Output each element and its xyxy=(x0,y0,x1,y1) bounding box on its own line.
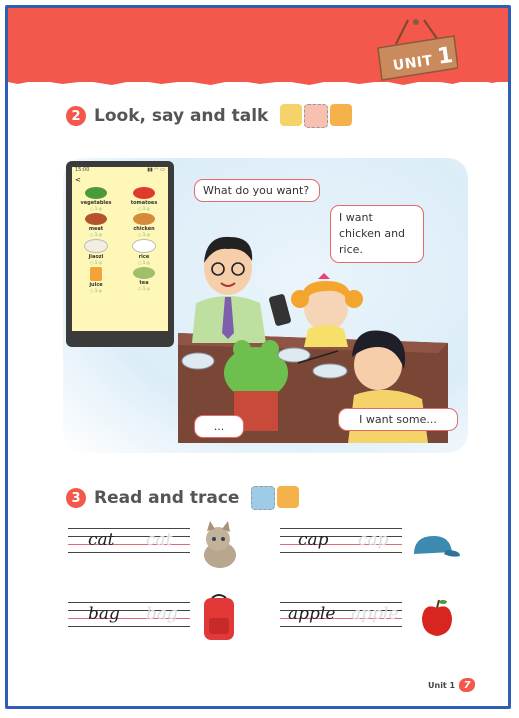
vegetables-icon xyxy=(85,187,107,199)
unit-label: UNIT 1 xyxy=(392,42,455,75)
kitten-icon xyxy=(198,521,240,569)
section3-title xyxy=(66,486,299,510)
trace-apple: apple xyxy=(351,604,399,624)
phone-screen xyxy=(72,167,168,331)
phone-in-hand-icon xyxy=(268,293,291,326)
girl-speech-bubble: I want chicken and rice. xyxy=(330,205,424,263)
food-item-jiaozi: jiaozi ○ 1 ◎ xyxy=(72,239,120,265)
section2-number: 2 xyxy=(66,106,86,126)
word-cap: cap xyxy=(298,530,329,550)
phone-time: 15:00 xyxy=(75,167,90,173)
section2-title xyxy=(66,104,352,128)
phone-menu xyxy=(66,161,174,347)
food-item-tea: tea ○ 1 ◎ xyxy=(120,267,168,293)
bowl-icon xyxy=(278,348,310,362)
meat-icon xyxy=(85,213,107,225)
say-icon xyxy=(304,104,328,128)
juice-icon xyxy=(90,267,102,281)
trace-cat: cat xyxy=(146,530,173,550)
talk-icon xyxy=(330,104,352,126)
tea-icon xyxy=(133,267,155,279)
trace-cap: cap xyxy=(358,530,389,550)
girl-dress-icon xyxy=(304,325,348,347)
bowl-icon xyxy=(182,353,214,369)
food-item-chicken: chicken ○ 1 ◎ xyxy=(120,213,168,237)
food-item-meat: meat ○ 1 ◎ xyxy=(72,213,120,237)
frog-speech-bubble: ... xyxy=(194,415,244,438)
page-footer xyxy=(428,678,475,692)
listen-icon xyxy=(280,104,302,126)
page xyxy=(5,5,511,709)
chicken-icon xyxy=(133,213,155,225)
trace-bag: bag xyxy=(146,604,178,624)
word-bag: bag xyxy=(88,604,120,624)
apple-icon xyxy=(418,598,456,638)
food-item-tomatoes: tomatoes ○ 1 ◎ xyxy=(120,187,168,211)
bowl-icon xyxy=(313,364,347,378)
food-item-rice: rice ○ 1 ◎ xyxy=(120,239,168,265)
phone-status-bar xyxy=(72,167,168,175)
teacher-speech-bubble: What do you want? xyxy=(194,179,320,202)
food-item-juice: juice ○ 1 ◎ xyxy=(72,267,120,293)
word-apple: apple xyxy=(288,604,336,624)
jiaozi-icon xyxy=(84,239,108,253)
signal-icon: ▮▮ ◠ ▭ xyxy=(147,167,165,173)
read-icon xyxy=(251,486,275,510)
boy-speech-bubble: I want some... xyxy=(338,408,458,431)
page-number: 7 xyxy=(459,678,475,692)
tomatoes-icon xyxy=(133,187,155,199)
back-icon: < xyxy=(75,176,81,184)
backpack-icon xyxy=(200,592,238,642)
food-grid xyxy=(72,175,168,293)
section2-heading: Look, say and talk xyxy=(94,106,269,126)
food-item-vegetables: vegetables ○ 1 ◎ xyxy=(72,187,120,211)
rice-icon xyxy=(132,239,156,253)
write-icon xyxy=(277,486,299,508)
word-cat: cat xyxy=(88,530,115,550)
section3-number: 3 xyxy=(66,488,86,508)
cap-icon xyxy=(410,532,462,564)
footer-unit: Unit 1 xyxy=(428,680,456,690)
section3-heading: Read and trace xyxy=(94,488,240,508)
